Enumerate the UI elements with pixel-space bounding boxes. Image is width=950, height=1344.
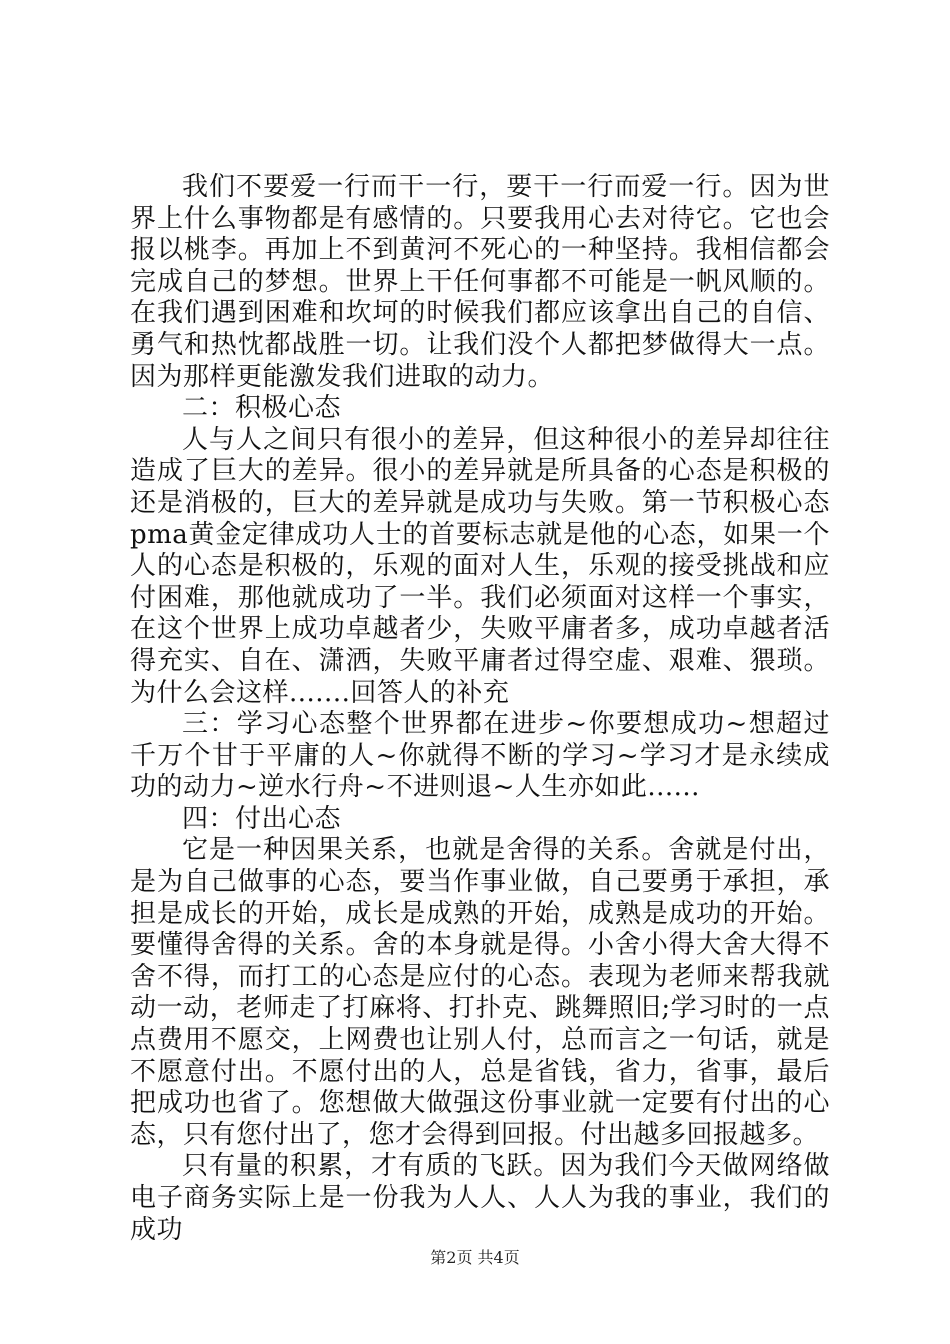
paragraph-career-love: 我们不要爱一行而干一行，要干一行而爱一行。因为世界上什么事物都是有感情的。只要我用心去对待它。它也会报以桃李。再加上不到黄河不死心的一种坚持。我相信都会完成自己的梦想。世界上干任何事都不可能是一帆风顺的。在我们遇到困难和坎坷的时候我们都应该拿出自己的自信、勇气和热忱都战胜一切。让我们没个人都把梦做得大一点。因为那样更能激发我们进取的动力。: [130, 172, 830, 392]
heading-giving-mindset: 四：付出心态: [182, 803, 342, 834]
paragraph-giving-mindset: 它是一种因果关系，也就是舍得的关系。舍就是付出，是为自己做事的心态，要当作事业做，自己要勇于承担，承担是成长的开始，成长是成熟的开始，成熟是成功的开始。要懂得舍得的关系。舍的本身就是得。小舍小得大舍大得不舍不得，而打工的心态是应付的心态。表现为老师来帮我就动一动，老师走了打麻将、打扑克、跳舞照旧;学习时的一点点费用不愿交，上网费也让别人付，总而言之一句话，就是不愿意付出。不愿付出的人，总是省钱，省力，省事，最后把成功也省了。您想做大做强这份事业就一定要有付出的心态，只有您付出了，您才会得到回报。付出越多回报越多。: [130, 835, 830, 1150]
paragraph-accumulation: 只有量的积累，才有质的飞跃。因为我们今天做网络做电子商务实际上是一份我为人人、人人为我的事业，我们的成功: [130, 1151, 830, 1245]
paragraph-learning-mindset: 三：学习心态整个世界都在进步~你要想成功~想超过千万个甘于平庸的人~你就得不断的学习~学习才是永续成功的动力~逆水行舟~不进则退~人生亦如此......: [130, 709, 830, 803]
document-body: [130, 172, 830, 1246]
page-footer: 第2页 共4页: [430, 1248, 520, 1267]
heading-positive-mindset: 二：积极心态: [182, 393, 342, 424]
paragraph-positive-mindset: 人与人之间只有很小的差异，但这种很小的差异却往往造成了巨大的差异。很小的差异就是所具备的心态是积极的还是消极的，巨大的差异就是成功与失败。第一节积极心态pma黄金定律成功人士的首要标志就是他的心态，如果一个人的心态是积极的，乐观的面对人生，乐观的接受挑战和应付困难，那他就成功了一半。我们必须面对这样一个事实，在这个世界上成功卓越者少，失败平庸者多，成功卓越者活得充实、自在、潇洒，失败平庸者过得空虚、艰难、猥琐。为什么会这样.......回答人的补充: [130, 424, 830, 708]
